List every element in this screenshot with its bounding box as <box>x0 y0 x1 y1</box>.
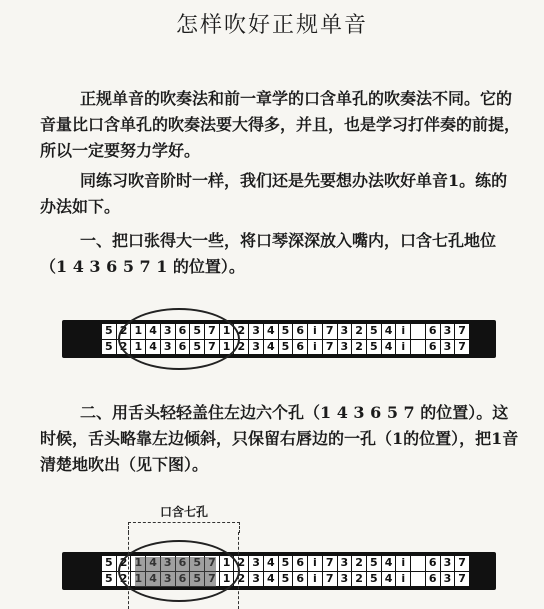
harmonica-hole: 4 <box>264 340 279 355</box>
harmonica-hole: 7 <box>323 324 338 339</box>
harmonica-hole: 5 <box>367 572 382 587</box>
harmonica-hole <box>411 324 426 339</box>
paragraph-1: 正规单音的吹奏法和前一章学的口含单孔的吹奏法不同。它的音量比口含单孔的吹奏法要大得多，并且，也是学习打伴奏的前提，所以一定要努力学好。 <box>40 89 521 160</box>
harmonica-hole: 6 <box>293 572 308 587</box>
harmonica-hole: 4 <box>382 572 397 587</box>
harmonica-hole: 2 <box>234 324 249 339</box>
harmonica-hole: 5 <box>279 556 294 571</box>
harmonica-hole: 5 <box>102 556 117 571</box>
harmonica-hole: i <box>308 340 323 355</box>
harmonica-hole: 7 <box>455 556 470 571</box>
harmonica-hole: 2 <box>352 572 367 587</box>
harmonica-hole: 6 <box>293 556 308 571</box>
harmonica-hole: 3 <box>441 556 456 571</box>
harmonica-hole: i <box>308 556 323 571</box>
harmonica-hole: 2 <box>234 340 249 355</box>
harmonica-hole: 3 <box>161 324 176 339</box>
harmonica-hole: 4 <box>382 324 397 339</box>
harmonica-hole: 1 <box>131 324 146 339</box>
harmonica-hole <box>411 572 426 587</box>
harmonica-hole: 4 <box>264 556 279 571</box>
harmonica-hole: 7 <box>323 556 338 571</box>
harmonica-hole: 1 <box>220 340 235 355</box>
harmonica-hole: 3 <box>249 572 264 587</box>
harmonica-hole: 3 <box>441 340 456 355</box>
harmonica-hole: 3 <box>441 324 456 339</box>
harmonica-hole: i <box>396 572 411 587</box>
harmonica-hole: 5 <box>367 324 382 339</box>
harmonica-hole: 1 <box>220 324 235 339</box>
harmonica-hole: 2 <box>352 340 367 355</box>
harmonica-hole: i <box>396 324 411 339</box>
harmonica-hole: 5 <box>279 340 294 355</box>
page-title: 怎样吹好正规单音 <box>175 13 368 38</box>
harmonica-hole: 6 <box>426 572 441 587</box>
harmonica-hole: 6 <box>176 324 191 339</box>
harmonica-hole: 5 <box>102 572 117 587</box>
harmonica-hole: 3 <box>249 340 264 355</box>
harmonica-hole: 6 <box>176 340 191 355</box>
harmonica-hole: 5 <box>102 340 117 355</box>
mouth-outline-1 <box>118 308 240 370</box>
harmonica-hole: 2 <box>117 556 132 571</box>
harmonica-hole: 3 <box>441 572 456 587</box>
harmonica-hole: 7 <box>455 340 470 355</box>
harmonica-hole: 3 <box>338 572 353 587</box>
diagram-label: 口含七孔 <box>160 505 209 519</box>
harmonica-hole: 5 <box>102 324 117 339</box>
harmonica-hole: 2 <box>117 324 132 339</box>
guide-line-right <box>238 532 239 609</box>
harmonica-hole: 7 <box>205 340 220 355</box>
harmonica-hole: 3 <box>249 324 264 339</box>
harmonica-hole: 3 <box>249 556 264 571</box>
harmonica-hole: 4 <box>146 340 161 355</box>
harmonica-hole: 4 <box>264 572 279 587</box>
harmonica-hole <box>411 340 426 355</box>
harmonica-hole: 3 <box>161 340 176 355</box>
harmonica-hole: 3 <box>338 324 353 339</box>
harmonica-hole: 4 <box>146 324 161 339</box>
harmonica-hole: 2 <box>117 340 132 355</box>
paragraph-3: 一、把口张得大一些，将口琴深深放入嘴内，口含七孔地位（1 4 3 6 5 7 1 的位置）。 <box>40 231 497 276</box>
harmonica-hole: 7 <box>323 340 338 355</box>
harmonica-hole: 5 <box>190 324 205 339</box>
harmonica-hole: i <box>308 324 323 339</box>
harmonica-hole: 5 <box>190 340 205 355</box>
harmonica-hole: 5 <box>279 324 294 339</box>
harmonica-hole: 1 <box>220 572 235 587</box>
harmonica-hole: 2 <box>234 556 249 571</box>
harmonica-hole: i <box>396 340 411 355</box>
guide-line-left <box>128 532 129 609</box>
paragraph-4: 二、用舌头轻轻盖住左边六个孔（1 4 3 6 5 7 的位置）。这时候，舌头略靠左边倾斜，只保留右唇边的一孔（1的位置），把1音清楚地吹出（见下图）。 <box>40 403 519 474</box>
harmonica-hole: 1 <box>220 556 235 571</box>
harmonica-hole: 7 <box>455 572 470 587</box>
harmonica-hole: 2 <box>352 324 367 339</box>
harmonica-hole: 5 <box>279 572 294 587</box>
label-bracket <box>128 522 240 533</box>
harmonica-hole: i <box>308 572 323 587</box>
harmonica-hole: 6 <box>426 340 441 355</box>
harmonica-hole: 3 <box>338 340 353 355</box>
harmonica-hole: 6 <box>293 324 308 339</box>
harmonica-hole: 2 <box>234 572 249 587</box>
harmonica-hole: 2 <box>352 556 367 571</box>
harmonica-hole: 4 <box>382 340 397 355</box>
mouth-outline-2 <box>118 540 240 602</box>
harmonica-hole: 4 <box>382 556 397 571</box>
paragraph-2: 同练习吹音阶时一样，我们还是先要想办法吹好单音1。练的办法如下。 <box>40 171 508 216</box>
harmonica-hole: 6 <box>426 324 441 339</box>
harmonica-hole: 7 <box>323 572 338 587</box>
harmonica-hole: 5 <box>367 556 382 571</box>
harmonica-hole: 3 <box>338 556 353 571</box>
harmonica-hole: 1 <box>131 340 146 355</box>
harmonica-hole: 4 <box>264 324 279 339</box>
harmonica-hole: 2 <box>117 572 132 587</box>
harmonica-hole: 5 <box>367 340 382 355</box>
harmonica-hole: 7 <box>455 324 470 339</box>
harmonica-hole: 6 <box>293 340 308 355</box>
harmonica-hole <box>411 556 426 571</box>
harmonica-hole: 6 <box>426 556 441 571</box>
harmonica-hole: 7 <box>205 324 220 339</box>
harmonica-hole: i <box>396 556 411 571</box>
